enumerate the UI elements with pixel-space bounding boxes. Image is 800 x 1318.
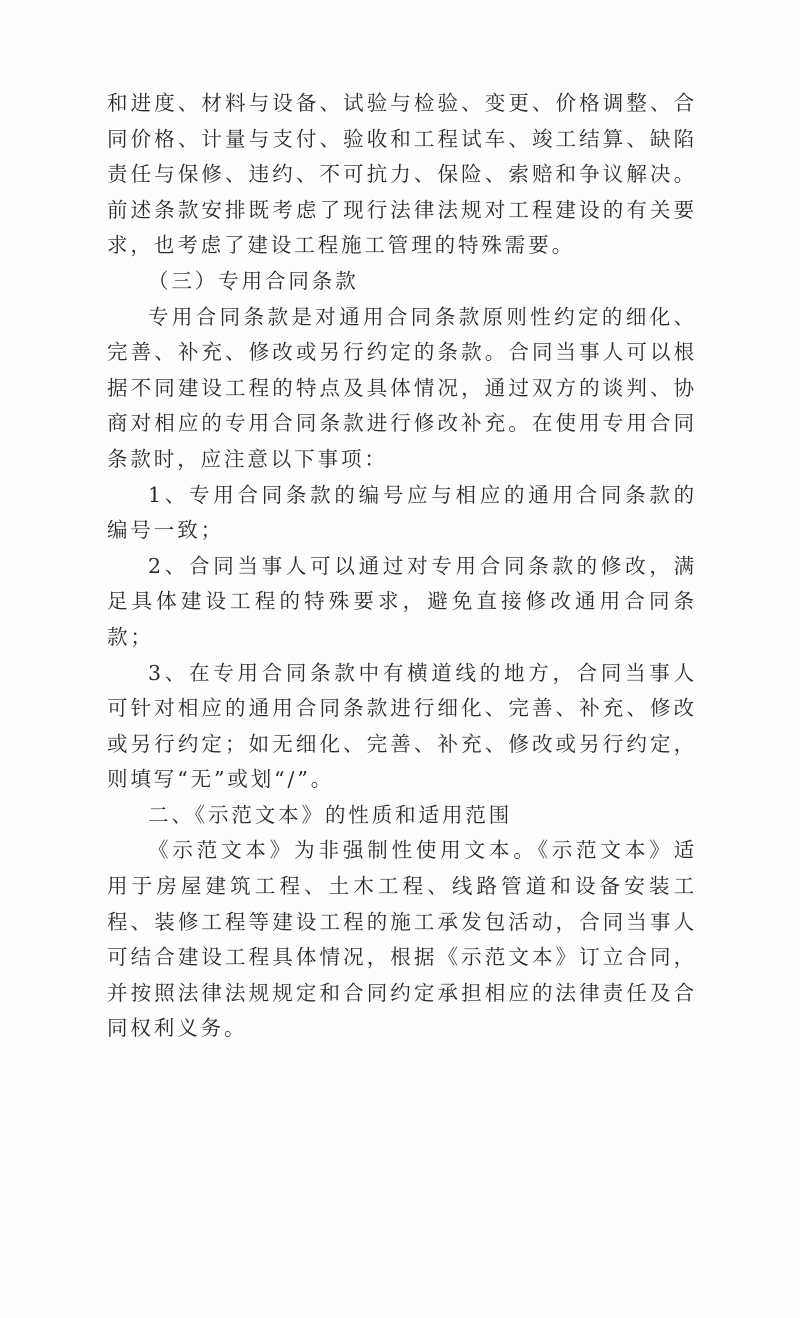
paragraph-item-1: 1、专用合同条款的编号应与相应的通用合同条款的编号一致； — [107, 482, 697, 543]
paragraph-item-3: 3、在专用合同条款中有横道线的地方，合同当事人可针对相应的通用合同条款进行细化、完善、补充、修改或另行约定；如无细化、完善、补充、修改或另行约定，则填写“无”或划“/”。 — [107, 660, 697, 792]
heading-nature-and-scope: 二、《示范文本》的性质和适用范围 — [148, 802, 513, 827]
paragraph-item-2: 2、合同当事人可以通过对专用合同条款的修改，满足具体建设工程的特殊要求，避免直接修改通用合同条款； — [107, 553, 697, 649]
document-body — [107, 86, 697, 1047]
paragraph-contract-terms-continuation: 和进度、材料与设备、试验与检验、变更、价格调整、合同价格、计量与支付、验收和工程试车、竣工结算、缺陷责任与保修、违约、不可抗力、保险、索赔和争议解决。前述条款安排既考虑了现行法律法规对工程建设的有关要求，也考虑了建设工程施工管理的特殊需要。 — [107, 91, 697, 258]
paragraph-nature-and-scope: 《示范文本》为非强制性使用文本。《示范文本》适用于房屋建筑工程、土木工程、线路管道和设备安装工程、装修工程等建设工程的施工承发包活动，合同当事人可结合建设工程具体情况，根据《示范文本》订立合同，并按照法律法规规定和合同约定承担相应的法律责任及合同权利义务。 — [107, 838, 697, 1041]
heading-special-contract-terms: （三）专用合同条款 — [148, 268, 359, 293]
paragraph-special-terms-definition: 专用合同条款是对通用合同条款原则性约定的细化、完善、补充、修改或另行约定的条款。合同当事人可以根据不同建设工程的特点及具体情况，通过双方的谈判、协商对相应的专用合同条款进行修改补充。在使用专用合同条款时，应注意以下事项： — [107, 304, 697, 471]
